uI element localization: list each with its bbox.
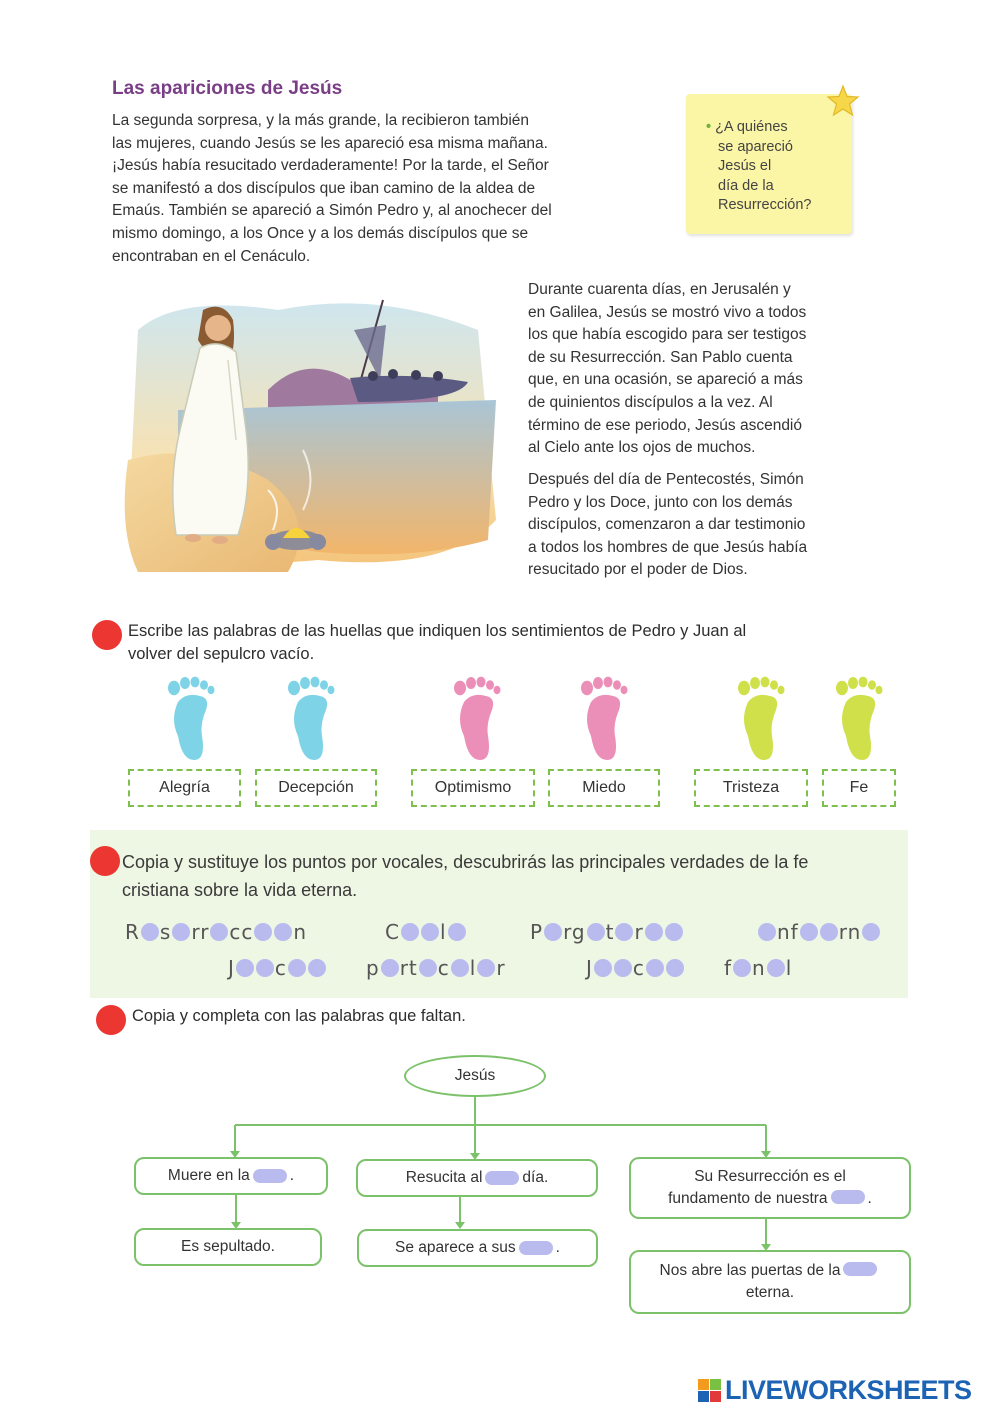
bullet-icon: • [706,119,712,135]
word-option-decepcion[interactable]: Decepción [255,769,377,807]
box-text: Su Resurrección es el [694,1168,846,1185]
letter: J [228,956,235,980]
word-option-alegria[interactable]: Alegría [128,769,241,807]
concept-box-aparece [357,1229,598,1267]
note-line: Jesús el [718,158,772,174]
box-text: Muere en la [167,1167,250,1184]
para2-line: de su Resurrección. San Pablo cuenta [528,348,793,366]
instruction-line: Copia y sustituye los puntos por vocales, descubrirás las principales verdades de la fe [122,852,809,872]
liveworksheets-logo [698,1375,972,1406]
letter: cc [229,920,254,944]
concept-box-puertas [629,1250,911,1314]
exercise3-instruction: Copia y completa con las palabras que faltan. [132,1007,466,1025]
concept-box-sepultado: Es sepultado. [134,1228,322,1266]
box-text: Resucita al [405,1169,483,1186]
answer-blank[interactable] [485,1171,519,1185]
para3-line: a todos los hombres de que Jesús había [528,538,808,556]
box-text: Se aparece a sus [395,1239,516,1256]
para2-line: Durante cuarenta días, en Jerusalén y [528,281,791,298]
box-text: Nos abre las puertas de la [659,1262,841,1279]
concept-box-resucita [356,1159,598,1197]
concept-box-muere [134,1157,328,1195]
letter: p [366,956,380,980]
letter: rg [563,920,586,944]
answer-blank[interactable] [519,1241,553,1255]
letter: C [385,920,400,944]
note-line: ¿A quiénes [715,119,788,135]
letter: rt [399,956,418,980]
word-option-fe[interactable]: Fe [822,769,896,807]
letter: s [159,920,172,944]
box-text: día. [522,1169,549,1186]
para2-line: término de ese periodo, Jesús ascendió [528,416,802,434]
letter: rn [838,920,862,944]
letter: c [437,956,450,980]
intro-line: ¡Jesús había resucitado verdaderamente! Por la tarde, el Señor [112,157,549,175]
intro-line: se manifestó a dos discípulos que iban camino de la aldea de [112,179,536,197]
para3-line: Pedro y los Doce, junto con los demás [528,493,793,511]
letter: l [785,956,793,980]
note-line: día de la [718,177,774,194]
para2-line: de quinientos discípulos a la vez. Al [528,393,773,411]
logo-icon [698,1379,722,1403]
letter: R [125,920,140,944]
box-text: . [555,1239,560,1256]
para3-line: Después del día de Pentecostés, Simón [528,471,804,488]
intro-line: las mujeres, cuando Jesús se les apareció esa misma mañana. [112,134,548,152]
instruction-line: Escribe las palabras de las huellas que indiquen los sentimientos de Pedro y Juan al [128,622,747,640]
letter: t [605,920,615,944]
instruction-line: volver del sepulcro vacío. [128,645,315,663]
letter: f [724,956,733,980]
para2-line: que, en una ocasión, se apareció a más [528,371,803,389]
answer-blank[interactable] [843,1262,877,1276]
intro-line: mismo domingo, a los Once y a los demás discípulos que se [112,224,529,242]
letter: c [274,956,287,980]
intro-line: Emaús. También se apareció a Simón Pedro y, al anochecer del [112,202,552,220]
note-line: Resurrección? [718,197,812,213]
word-option-miedo[interactable]: Miedo [548,769,660,807]
concept-root-jesus: Jesús [404,1055,546,1097]
para2-line: en Galilea, Jesús se mostró vivo a todos [528,303,807,321]
para3-line: resucitado por el poder de Dios. [528,561,748,579]
intro-line: encontraban en el Cenáculo. [112,247,311,265]
box-text: fundamento de nuestra [668,1190,828,1207]
letter: r [634,920,644,944]
letter: P [530,920,544,944]
box-text: eterna. [745,1284,795,1301]
letter: J [586,956,593,980]
answer-blank[interactable] [831,1190,865,1204]
letter: l [439,920,447,944]
letter: rr [191,920,210,944]
letter: r [496,956,506,980]
letter: n [752,956,766,980]
para2-line: los que había escogido para ser testigos [528,326,807,344]
letter: n [293,920,308,944]
para2-line: al Cielo ante los ojos de muchos. [528,439,756,457]
letter: nf [777,920,799,944]
word-option-optimismo[interactable]: Optimismo [411,769,535,807]
word-option-tristeza[interactable]: Tristeza [694,769,808,807]
letter: l [469,956,477,980]
note-line: se apareció [718,138,793,155]
answer-blank[interactable] [253,1169,287,1183]
concept-box-fundamento [629,1157,911,1219]
para3-line: discípulos, comenzaron a dar testimonio [528,516,806,534]
section-title: Las apariciones de Jesús [112,78,343,99]
box-text: . [867,1190,872,1207]
logo-text: LIVEWORKSHEETS [725,1375,972,1405]
intro-line: La segunda sorpresa, y la más grande, la recibieron también [112,112,530,129]
box-text: . [289,1167,295,1184]
instruction-line: cristiana sobre la vida eterna. [122,880,358,900]
letter: c [632,956,645,980]
